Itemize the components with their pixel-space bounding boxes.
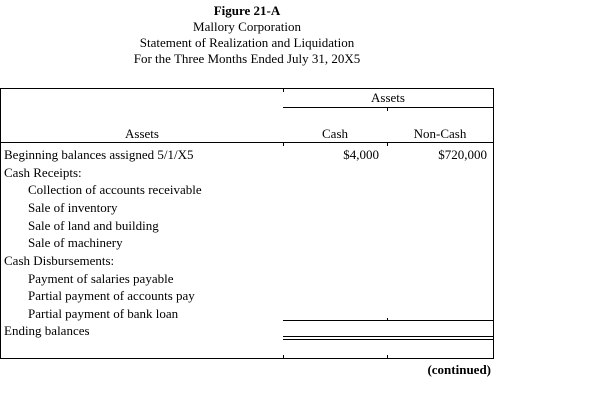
column-tick — [283, 142, 284, 146]
row-label: Sale of machinery — [28, 235, 123, 250]
table-row-sale-of-inventory — [1, 199, 493, 216]
column-header-cash: Cash — [322, 126, 348, 141]
column-tick — [387, 142, 388, 146]
cash-value: $4,000 — [343, 147, 379, 162]
row-label: Sale of inventory — [28, 200, 118, 215]
realization-liquidation-table — [0, 88, 494, 359]
table-row-cash-receipts — [1, 164, 493, 181]
title-block — [0, 3, 494, 67]
row-label: Ending balances — [4, 323, 90, 338]
row-label: Sale of land and building — [28, 218, 159, 233]
assets-group-header: Assets — [283, 89, 493, 108]
column-tick — [387, 318, 388, 321]
column-tick — [387, 107, 388, 111]
row-label: Cash Receipts: — [4, 165, 82, 180]
row-label: Cash Disbursements: — [4, 253, 115, 268]
non-cash-value: $720,000 — [438, 147, 487, 162]
statement-name: Statement of Realization and Liquidation — [139, 35, 355, 50]
table-row-sale-of-land-and-building — [1, 217, 493, 234]
continued-note: (continued) — [427, 362, 491, 377]
row-label: Payment of salaries payable — [28, 271, 174, 286]
table-row-collection-accounts-receivable — [1, 181, 493, 198]
row-label: Collection of accounts receivable — [28, 182, 202, 197]
column-header-description: Assets — [125, 126, 159, 141]
column-header-row — [1, 125, 493, 142]
column-tick — [387, 355, 388, 358]
column-header-non-cash: Non-Cash — [413, 126, 467, 141]
row-label: Partial payment of bank loan — [28, 306, 179, 321]
table-row-payment-salaries-payable — [1, 270, 493, 287]
total-single-rule — [283, 320, 493, 321]
statement-period: For the Three Months Ended July 31, 20X5 — [133, 51, 361, 66]
row-label: Partial payment of accounts pay — [28, 288, 195, 303]
column-tick — [283, 89, 284, 92]
row-label: Beginning balances assigned 5/1/X5 — [4, 147, 194, 162]
table-row-sale-of-machinery — [1, 234, 493, 251]
table-row-cash-disbursements — [1, 252, 493, 269]
company-name: Mallory Corporation — [193, 19, 301, 34]
total-double-rule — [283, 336, 493, 340]
table-row-partial-payment-accounts-pay — [1, 287, 493, 304]
figure-label: Figure 21-A — [213, 3, 281, 18]
table-row-beginning-balances — [1, 146, 493, 163]
header-rule — [1, 142, 493, 143]
column-tick — [283, 355, 284, 358]
